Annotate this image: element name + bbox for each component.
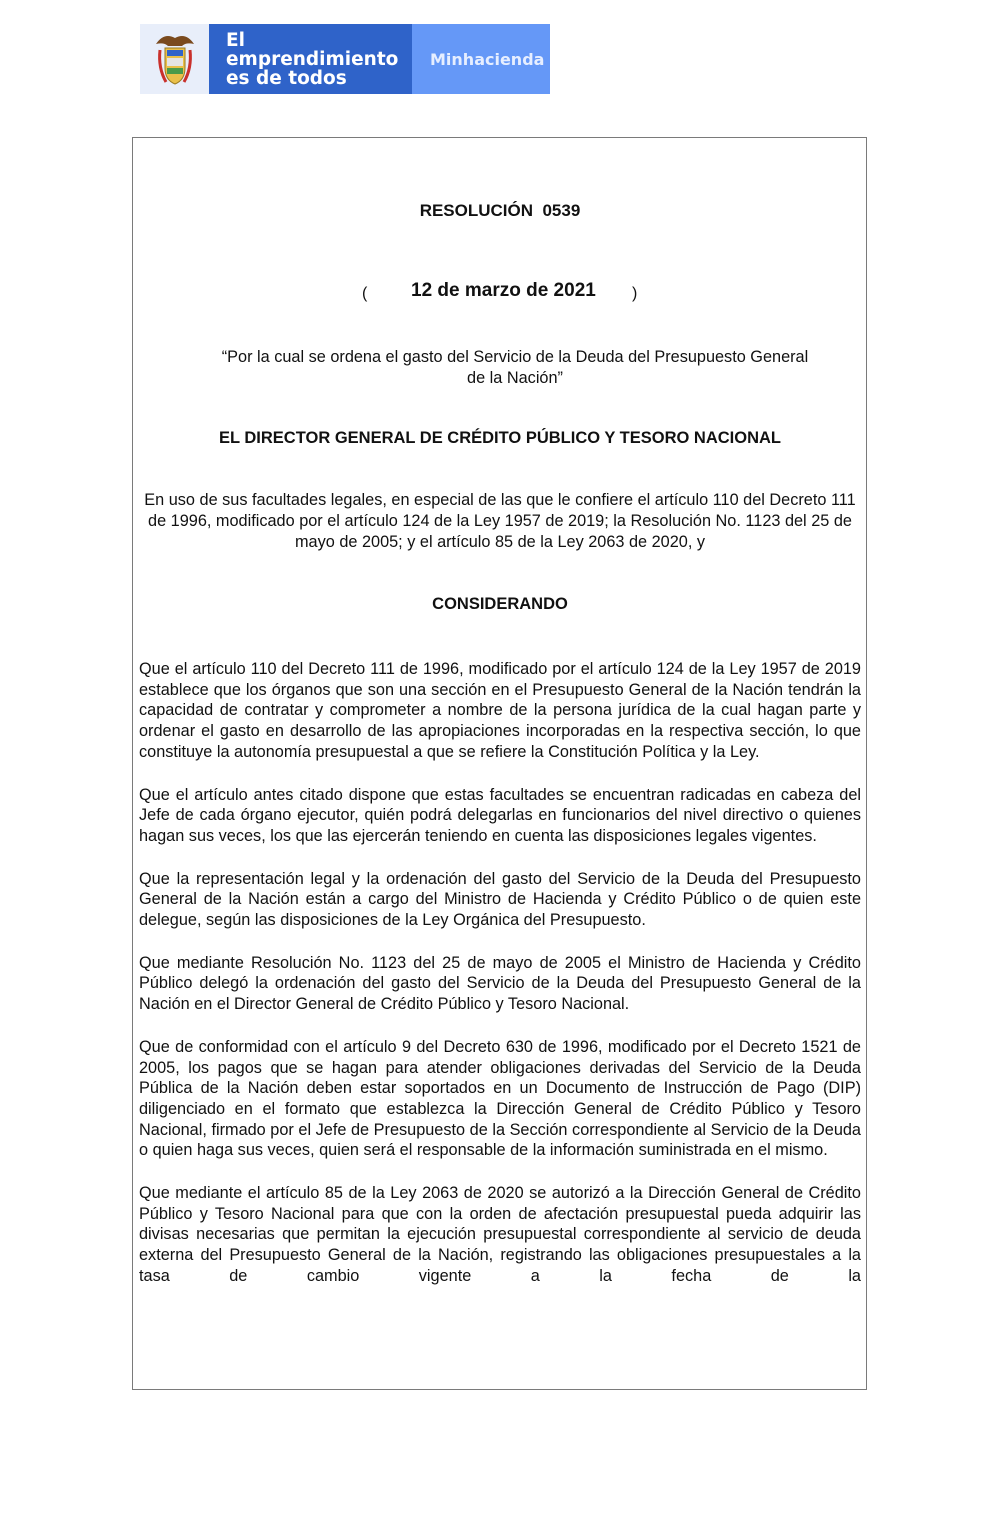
resolution-date: 12 de marzo de 2021 — [411, 280, 596, 301]
subject-text: “Por la cual se ordena el gasto del Servicio de la Deuda del Presupuesto General de la Nación” — [221, 348, 809, 387]
considerations-body — [139, 659, 861, 1309]
ministry-logo-banner — [140, 24, 550, 94]
consideration-paragraph: Que el artículo antes citado dispone que estas facultades se encuentran radicadas en cabeza del Jefe de cada órgano ejecutor, quién podrá delegarlas en funcionarios del nivel directivo o quienes hagan sus veces, los que las ejercerán teniendo en cuenta las disposiciones legales vigentes. — [139, 785, 861, 845]
slogan — [209, 24, 412, 94]
ministry-name: Minhacienda — [412, 24, 550, 94]
consideration-paragraph: Que el artículo 110 del Decreto 111 de 1996, modificado por el artículo 124 de la Ley 1957 de 2019 establece que los órganos que son una sección en el Presupuesto General de la Nación tendrán la capacidad de contratar y comprometer a nombre de la persona jurídica de la cual hagan parte y ordenar el gasto en desarrollo de las apropiaciones incorporadas en la respectiva sección, lo que constituye la autonomía presupuestal a que se refiere la Constitución Política y la Ley. — [139, 660, 861, 761]
date-row — [0, 280, 1000, 310]
resolution-subject — [0, 347, 1000, 389]
close-parenthesis: ) — [632, 285, 638, 302]
legal-powers: En uso de sus facultades legales, en especial de las que le confiere el artículo 110 del Decreto 111 de 1996, modificado por el artículo 124 de la Ley 1957 de 2019; la Resolución No. 1123 del 25 de mayo de 2005; y el artículo 85 de la Ley 2063 de 2020, y — [144, 491, 856, 551]
consideration-paragraph: Que la representación legal y la ordenación del gasto del Servicio de la Deuda del Presupuesto General de la Nación están a cargo del Ministro de Hacienda y Crédito Público o de quien este delegue, según las disposiciones de la Ley Orgánica del Presupuesto. — [139, 869, 861, 930]
resolution-title: RESOLUCIÓN 0539 — [419, 201, 581, 220]
open-parenthesis: ( — [362, 285, 368, 302]
consideration-paragraph: Que de conformidad con el artículo 9 del Decreto 630 de 1996, modificado por el Decreto 1521 de 2005, los pagos que se hagan para atender obligaciones derivadas del Servicio de la Deuda Pública de la Nación deben estar soportados en un Documento de Instrucción de Pago (DIP) diligenciado en el formato que establezca la Dirección General de Crédito Público y Tesoro Nacional, firmado por el Jefe de Presupuesto de la Sección correspondiente al Servicio de la Deuda o quien haga sus veces, quien será el responsable de la información suministrada en el mismo. — [139, 1037, 861, 1160]
consideration-paragraph: Que mediante Resolución No. 1123 del 25 de mayo de 2005 el Ministro de Hacienda y Crédito Público delegó la ordenación del gasto del Servicio de la Deuda del Presupuesto General de la Nación en el Director General de Crédito Público y Tesoro Nacional. — [139, 953, 861, 1014]
slogan-line-2: es de todos — [226, 67, 347, 89]
issuing-authority: EL DIRECTOR GENERAL DE CRÉDITO PÚBLICO Y TESORO NACIONAL — [219, 429, 781, 447]
consideration-paragraph: Que mediante el artículo 85 de la Ley 2063 de 2020 se autorizó a la Dirección General de Crédito Público y Tesoro Nacional para que con la orden de afectación presupuestal pueda adquirir las divisas necesarias que permitan la ejecución presupuestal correspondiente al servicio de deuda externa del Presupuesto General de la Nación, registrando las obligaciones presupuestales a la tasa de cambio vigente a la fecha de la — [139, 1184, 861, 1285]
slogan-line-1: El emprendimiento — [226, 29, 399, 70]
considering-heading: CONSIDERANDO — [432, 595, 568, 613]
colombia-coat-of-arms-icon — [140, 24, 209, 94]
